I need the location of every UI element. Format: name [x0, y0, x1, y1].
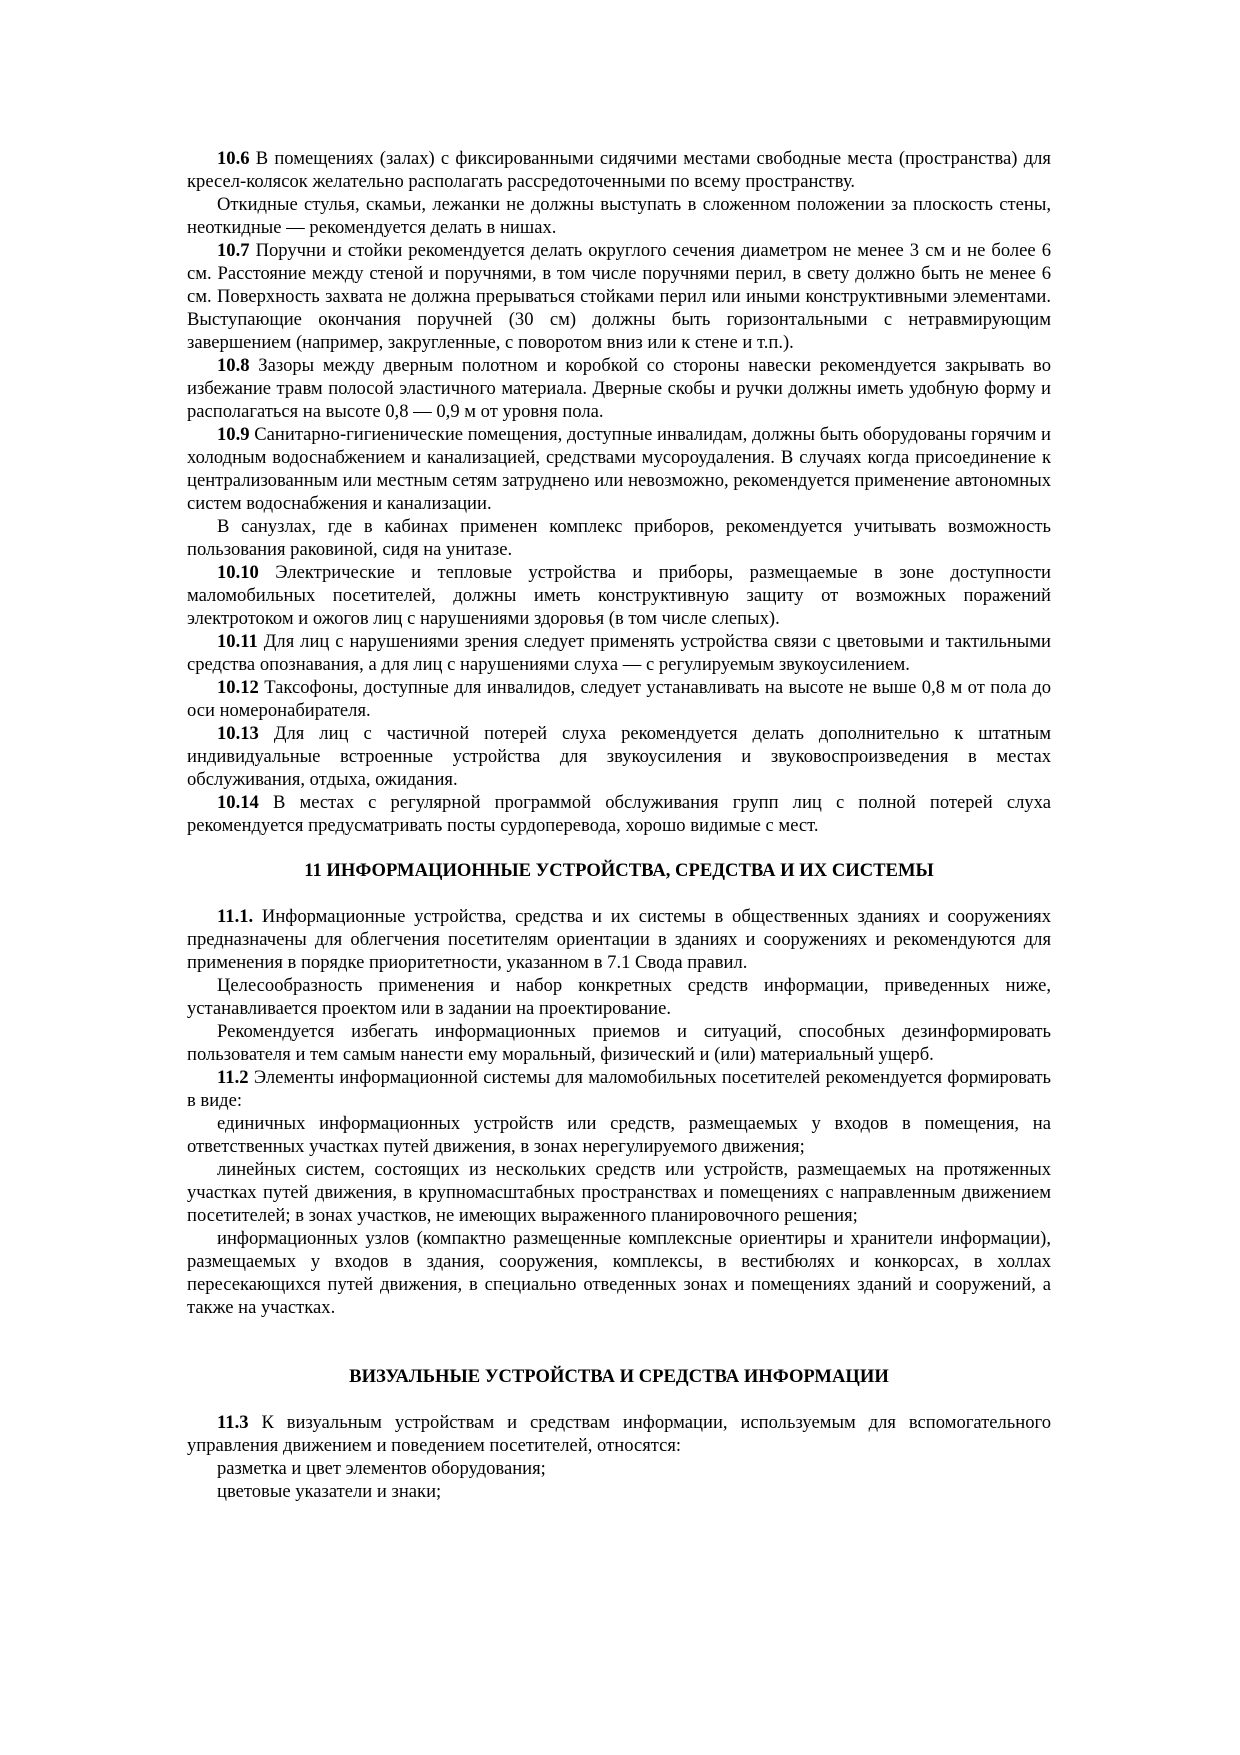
- paragraph-10-9: [187, 423, 1051, 515]
- paragraph-text: Откидные стулья, скамьи, лежанки не должны выступать в сложенном положении за плоскость стены, неоткидные — рекомендуется делать в нишах.: [187, 194, 1051, 238]
- clause-number: 10.14: [217, 792, 259, 813]
- list-item-marking: [187, 1457, 1051, 1480]
- list-item-single-devices: [187, 1112, 1051, 1158]
- paragraph-text: Поручни и стойки рекомендуется делать округлого сечения диаметром не менее 3 см и не более 6 см. Расстояние между стеной и поручнями, в том числе поручнями перил, в свету должно быть не менее 6 см. Поверхность захвата не должна прерываться стойками перил или иными конструктивными элементами. Выступающие окончания поручней (30 см) должны быть горизонтальными с нетравмирующим завершением (например, закругленные, с поворотом вниз или к стене и т.п.).: [187, 240, 1051, 353]
- paragraph-11-1: [187, 905, 1051, 974]
- paragraph-text: информационных узлов (компактно размещенные комплексные ориентиры и хранители информации), размещаемых у входов в здания, сооружения, комплексы, в вестибюлях и конкорсах, в холлах пересекающихся путей движения, в специально отведенных зонах и помещениях зданий и сооружений, а также на участках.: [187, 1228, 1051, 1318]
- paragraph-11-1-cont-1: [187, 974, 1051, 1020]
- paragraph-text: Элементы информационной системы для маломобильных посетителей рекомендуется формировать в виде:: [187, 1067, 1051, 1111]
- paragraph-text: К визуальным устройствам и средствам информации, используемым для вспомогательного управления движением и поведением посетителей, относятся:: [187, 1412, 1051, 1456]
- clause-number: 10.8: [217, 355, 250, 376]
- clause-number: 11.2: [217, 1067, 249, 1088]
- section-10-body: [187, 147, 1051, 837]
- paragraph-text: В санузлах, где в кабинах применен комплекс приборов, рекомендуется учитывать возможность пользования раковиной, сидя на унитазе.: [187, 516, 1051, 560]
- paragraph-text: Для лиц с нарушениями зрения следует применять устройства связи с цветовыми и тактильными средства опознавания, а для лиц с нарушениями слуха — с регулируемым звукоусилением.: [187, 631, 1051, 675]
- paragraph-text: линейных систем, состоящих из нескольких средств или устройств, размещаемых на протяженных участках путей движения, в крупномасштабных пространствах и помещениях с направленным движением посетителей; в зонах участков, не имеющих выраженного планировочного решения;: [187, 1159, 1051, 1226]
- section-11-body: [187, 905, 1051, 1319]
- paragraph-10-10: [187, 561, 1051, 630]
- paragraph-text: Целесообразность применения и набор конкретных средств информации, приведенных ниже, устанавливается проектом или в задании на проектирование.: [187, 975, 1051, 1019]
- paragraph-10-6: [187, 147, 1051, 193]
- paragraph-10-9-cont: [187, 515, 1051, 561]
- visual-section-body: [187, 1411, 1051, 1503]
- paragraph-text: Санитарно-гигиенические помещения, доступные инвалидам, должны быть оборудованы горячим и холодным водоснабжением и канализацией, средствами мусороудаления. В случаях когда присоединение к централизованным или местным сетям затруднено или невозможно, рекомендуется применение автономных систем водоснабжения и канализации.: [187, 424, 1051, 514]
- clause-number: 10.13: [217, 723, 259, 744]
- clause-number: 10.6: [217, 148, 250, 169]
- paragraph-text: Для лиц с частичной потерей слуха рекомендуется делать дополнительно к штатным индивидуальные встроенные устройства для звукоусиления и звуковоспроизведения в местах обслуживания, отдыха, ожидания.: [187, 723, 1051, 790]
- paragraph-text: Электрические и тепловые устройства и приборы, размещаемые в зоне доступности маломобильных посетителей, должны иметь конструктивную защиту от возможных поражений электротоком и ожогов лиц с нарушениями здоровья (в том числе слепых).: [187, 562, 1051, 629]
- paragraph-10-8: [187, 354, 1051, 423]
- list-item-color-signs: [187, 1480, 1051, 1503]
- paragraph-10-12: [187, 676, 1051, 722]
- list-item-info-nodes: [187, 1227, 1051, 1319]
- section-11-heading: 11 ИНФОРМАЦИОННЫЕ УСТРОЙСТВА, СРЕДСТВА И ИХ СИСТЕМЫ: [304, 860, 934, 881]
- clause-number: 10.7: [217, 240, 250, 261]
- paragraph-text: Зазоры между дверным полотном и коробкой со стороны навески рекомендуется закрывать во избежание травм полосой эластичного материала. Дверные скобы и ручки должны иметь удобную форму и располагаться на высоте 0,8 — 0,9 м от уровня пола.: [187, 355, 1051, 422]
- paragraph-11-3: [187, 1411, 1051, 1457]
- clause-number: 10.9: [217, 424, 250, 445]
- clause-number: 10.10: [217, 562, 259, 583]
- paragraph-10-11: [187, 630, 1051, 676]
- paragraph-text: В помещениях (залах) с фиксированными сидячими местами свободные места (пространства) для кресел-колясок желательно располагать рассредоточенными по всему пространству.: [187, 148, 1051, 192]
- paragraph-11-2: [187, 1066, 1051, 1112]
- paragraph-text: Таксофоны, доступные для инвалидов, следует устанавливать на высоте не выше 0,8 м от пола до оси номеронабирателя.: [187, 677, 1051, 721]
- visual-section-heading: ВИЗУАЛЬНЫЕ УСТРОЙСТВА И СРЕДСТВА ИНФОРМАЦИИ: [349, 1366, 889, 1387]
- paragraph-text: Рекомендуется избегать информационных приемов и ситуаций, способных дезинформировать пользователя и тем самым нанести ему моральный, физический и (или) материальный ущерб.: [187, 1021, 1051, 1065]
- paragraph-text: В местах с регулярной программой обслуживания групп лиц с полной потерей слуха рекомендуется предусматривать посты сурдоперевода, хорошо видимые с мест.: [187, 792, 1051, 836]
- paragraph-10-14: [187, 791, 1051, 837]
- paragraph-text: единичных информационных устройств или средств, размещаемых у входов в помещения, на ответственных участках путей движения, в зонах нерегулируемого движения;: [187, 1113, 1051, 1157]
- clause-number: 10.11: [217, 631, 258, 652]
- paragraph-text: разметка и цвет элементов оборудования;: [217, 1458, 546, 1479]
- paragraph-10-13: [187, 722, 1051, 791]
- paragraph-11-1-cont-2: [187, 1020, 1051, 1066]
- paragraph-text: цветовые указатели и знаки;: [217, 1481, 442, 1502]
- document-page: [187, 147, 1051, 1503]
- list-item-linear-systems: [187, 1158, 1051, 1227]
- paragraph-text: Информационные устройства, средства и их системы в общественных зданиях и сооружениях предназначены для облегчения посетителям ориентации в зданиях и сооружениях и рекомендуются для применения в порядке приоритетности, указанном в 7.1 Свода правил.: [187, 906, 1051, 973]
- clause-number: 11.3: [217, 1412, 249, 1433]
- clause-number: 10.12: [217, 677, 259, 698]
- paragraph-10-6-cont: [187, 193, 1051, 239]
- paragraph-10-7: [187, 239, 1051, 354]
- clause-number: 11.1.: [217, 906, 254, 927]
